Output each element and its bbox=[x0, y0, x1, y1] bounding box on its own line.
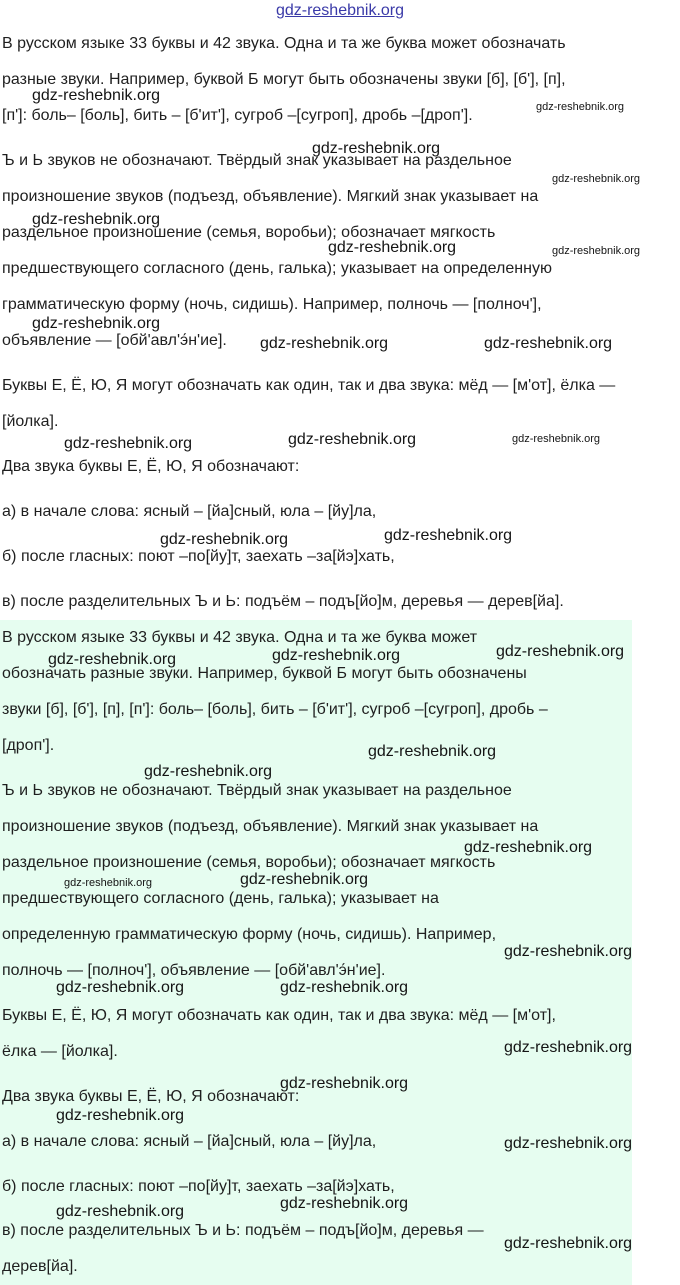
watermark-text: gdz-reshebnik.org bbox=[484, 335, 613, 352]
watermark-text: gdz-reshebnik.org bbox=[288, 431, 417, 448]
text-line: обозначать разные звуки. Например, буквой Б могут быть обозначены bbox=[2, 665, 527, 682]
text-line: [йолка]. bbox=[2, 413, 59, 430]
answer-text-block-1 bbox=[0, 0, 680, 620]
text-line: полночь — [полноч'], объявление — [обй'авл'э́н'ие]. bbox=[2, 962, 386, 979]
header-watermark-link[interactable]: gdz-reshebnik.org bbox=[275, 2, 405, 19]
watermark-text: gdz-reshebnik.org bbox=[504, 1235, 633, 1252]
watermark-text: gdz-reshebnik.org bbox=[144, 763, 273, 780]
watermark-text: gdz-reshebnik.org bbox=[272, 647, 401, 664]
watermark-text: gdz-reshebnik.org bbox=[512, 433, 601, 445]
watermark-text: gdz-reshebnik.org bbox=[48, 651, 177, 668]
text-line: раздельное произношение (семья, воробьи); обозначает мягкость bbox=[2, 224, 496, 241]
text-line: звуки [б], [б'], [п], [п']: боль– [боль], бить – [б'ит'], сугроб –[сугроп], дробь – bbox=[2, 701, 548, 718]
text-line: В русском языке 33 буквы и 42 звука. Одна и та же буква может bbox=[2, 629, 478, 646]
text-line: произношение звуков (подъезд, объявление). Мягкий знак указывает на bbox=[2, 188, 539, 205]
watermark-text: gdz-reshebnik.org bbox=[280, 1075, 409, 1092]
watermark-text: gdz-reshebnik.org bbox=[56, 979, 185, 996]
text-line: разные звуки. Например, буквой Б могут быть обозначены звуки [б], [б'], [п], bbox=[2, 71, 566, 88]
watermark-text: gdz-reshebnik.org bbox=[368, 743, 497, 760]
text-line: [п']: боль– [боль], бить – [б'ит'], сугроб –[сугроп], дробь –[дроп']. bbox=[2, 107, 473, 124]
text-line: Буквы Е, Ё, Ю, Я могут обозначать как один, так и два звука: мёд — [м'от], ёлка — bbox=[2, 377, 616, 394]
text-line: б) после гласных: поют –по[йу]т, заехать –за[йэ]хать, bbox=[2, 548, 395, 565]
answer-text-block-2 bbox=[0, 620, 632, 1285]
text-line: б) после гласных: поют –по[йу]т, заехать –за[йэ]хать, bbox=[2, 1178, 395, 1195]
text-line: Два звука буквы Е, Ё, Ю, Я обозначают: bbox=[2, 458, 300, 475]
watermark-text: gdz-reshebnik.org bbox=[32, 87, 161, 104]
text-line: а) в начале слова: ясный – [йа]сный, юла – [йу]ла, bbox=[2, 1133, 377, 1150]
watermark-text: gdz-reshebnik.org bbox=[536, 101, 625, 113]
watermark-text: gdz-reshebnik.org bbox=[160, 531, 289, 548]
watermark-text: gdz-reshebnik.org bbox=[384, 527, 513, 544]
watermark-text: gdz-reshebnik.org bbox=[328, 239, 457, 256]
text-line: Буквы Е, Ё, Ю, Я могут обозначать как один, так и два звука: мёд — [м'от], bbox=[2, 1007, 556, 1024]
watermark-text: gdz-reshebnik.org bbox=[464, 839, 593, 856]
text-line: Ъ и Ь звуков не обозначают. Твёрдый знак указывает на раздельное bbox=[2, 152, 512, 169]
watermark-text: gdz-reshebnik.org bbox=[56, 1107, 185, 1124]
text-line: а) в начале слова: ясный – [йа]сный, юла – [йу]ла, bbox=[2, 503, 377, 520]
text-line: раздельное произношение (семья, воробьи); обозначает мягкость bbox=[2, 854, 496, 871]
text-line: В русском языке 33 буквы и 42 звука. Одна и та же буква может обозначать bbox=[2, 35, 566, 52]
text-line: предшествующего согласного (день, галька); указывает на bbox=[2, 890, 439, 907]
watermark-text: gdz-reshebnik.org bbox=[64, 435, 193, 452]
text-line: в) после разделительных Ъ и Ь: подъём – подъ[йо]м, деревья — дерев[йа]. bbox=[2, 593, 564, 610]
text-line: в) после разделительных Ъ и Ь: подъём – подъ[йо]м, деревья — bbox=[2, 1222, 484, 1239]
text-line: ёлка — [йолка]. bbox=[2, 1043, 118, 1060]
watermark-text: gdz-reshebnik.org bbox=[552, 173, 641, 185]
text-line: предшествующего согласного (день, галька); указывает на определенную bbox=[2, 260, 552, 277]
watermark-text: gdz-reshebnik.org bbox=[56, 1203, 185, 1220]
text-line: Два звука буквы Е, Ё, Ю, Я обозначают: bbox=[2, 1088, 300, 1105]
text-line: определенную грамматическую форму (ночь, сидишь). Например, bbox=[2, 926, 497, 943]
watermark-text: gdz-reshebnik.org bbox=[260, 335, 389, 352]
watermark-text: gdz-reshebnik.org bbox=[496, 643, 625, 660]
watermark-text: gdz-reshebnik.org bbox=[32, 315, 161, 332]
watermark-text: gdz-reshebnik.org bbox=[504, 943, 633, 960]
watermark-text: gdz-reshebnik.org bbox=[504, 1135, 633, 1152]
text-line: [дроп']. bbox=[2, 737, 55, 754]
watermark-text: gdz-reshebnik.org bbox=[280, 1195, 409, 1212]
text-line: произношение звуков (подъезд, объявление). Мягкий знак указывает на bbox=[2, 818, 539, 835]
watermark-text: gdz-reshebnik.org bbox=[64, 877, 153, 889]
watermark-text: gdz-reshebnik.org bbox=[280, 979, 409, 996]
watermark-text: gdz-reshebnik.org bbox=[552, 245, 641, 257]
text-line: объявление — [обй'авл'э́н'ие]. bbox=[2, 332, 227, 349]
watermark-text: gdz-reshebnik.org bbox=[312, 140, 441, 157]
watermark-text: gdz-reshebnik.org bbox=[504, 1039, 633, 1056]
text-line: грамматическую форму (ночь, сидишь). Например, полночь — [полноч'], bbox=[2, 296, 542, 313]
text-line: Ъ и Ь звуков не обозначают. Твёрдый знак указывает на раздельное bbox=[2, 782, 512, 799]
watermark-text: gdz-reshebnik.org bbox=[240, 871, 369, 888]
watermark-text: gdz-reshebnik.org bbox=[32, 211, 161, 228]
text-line: дерев[йа]. bbox=[2, 1258, 78, 1275]
